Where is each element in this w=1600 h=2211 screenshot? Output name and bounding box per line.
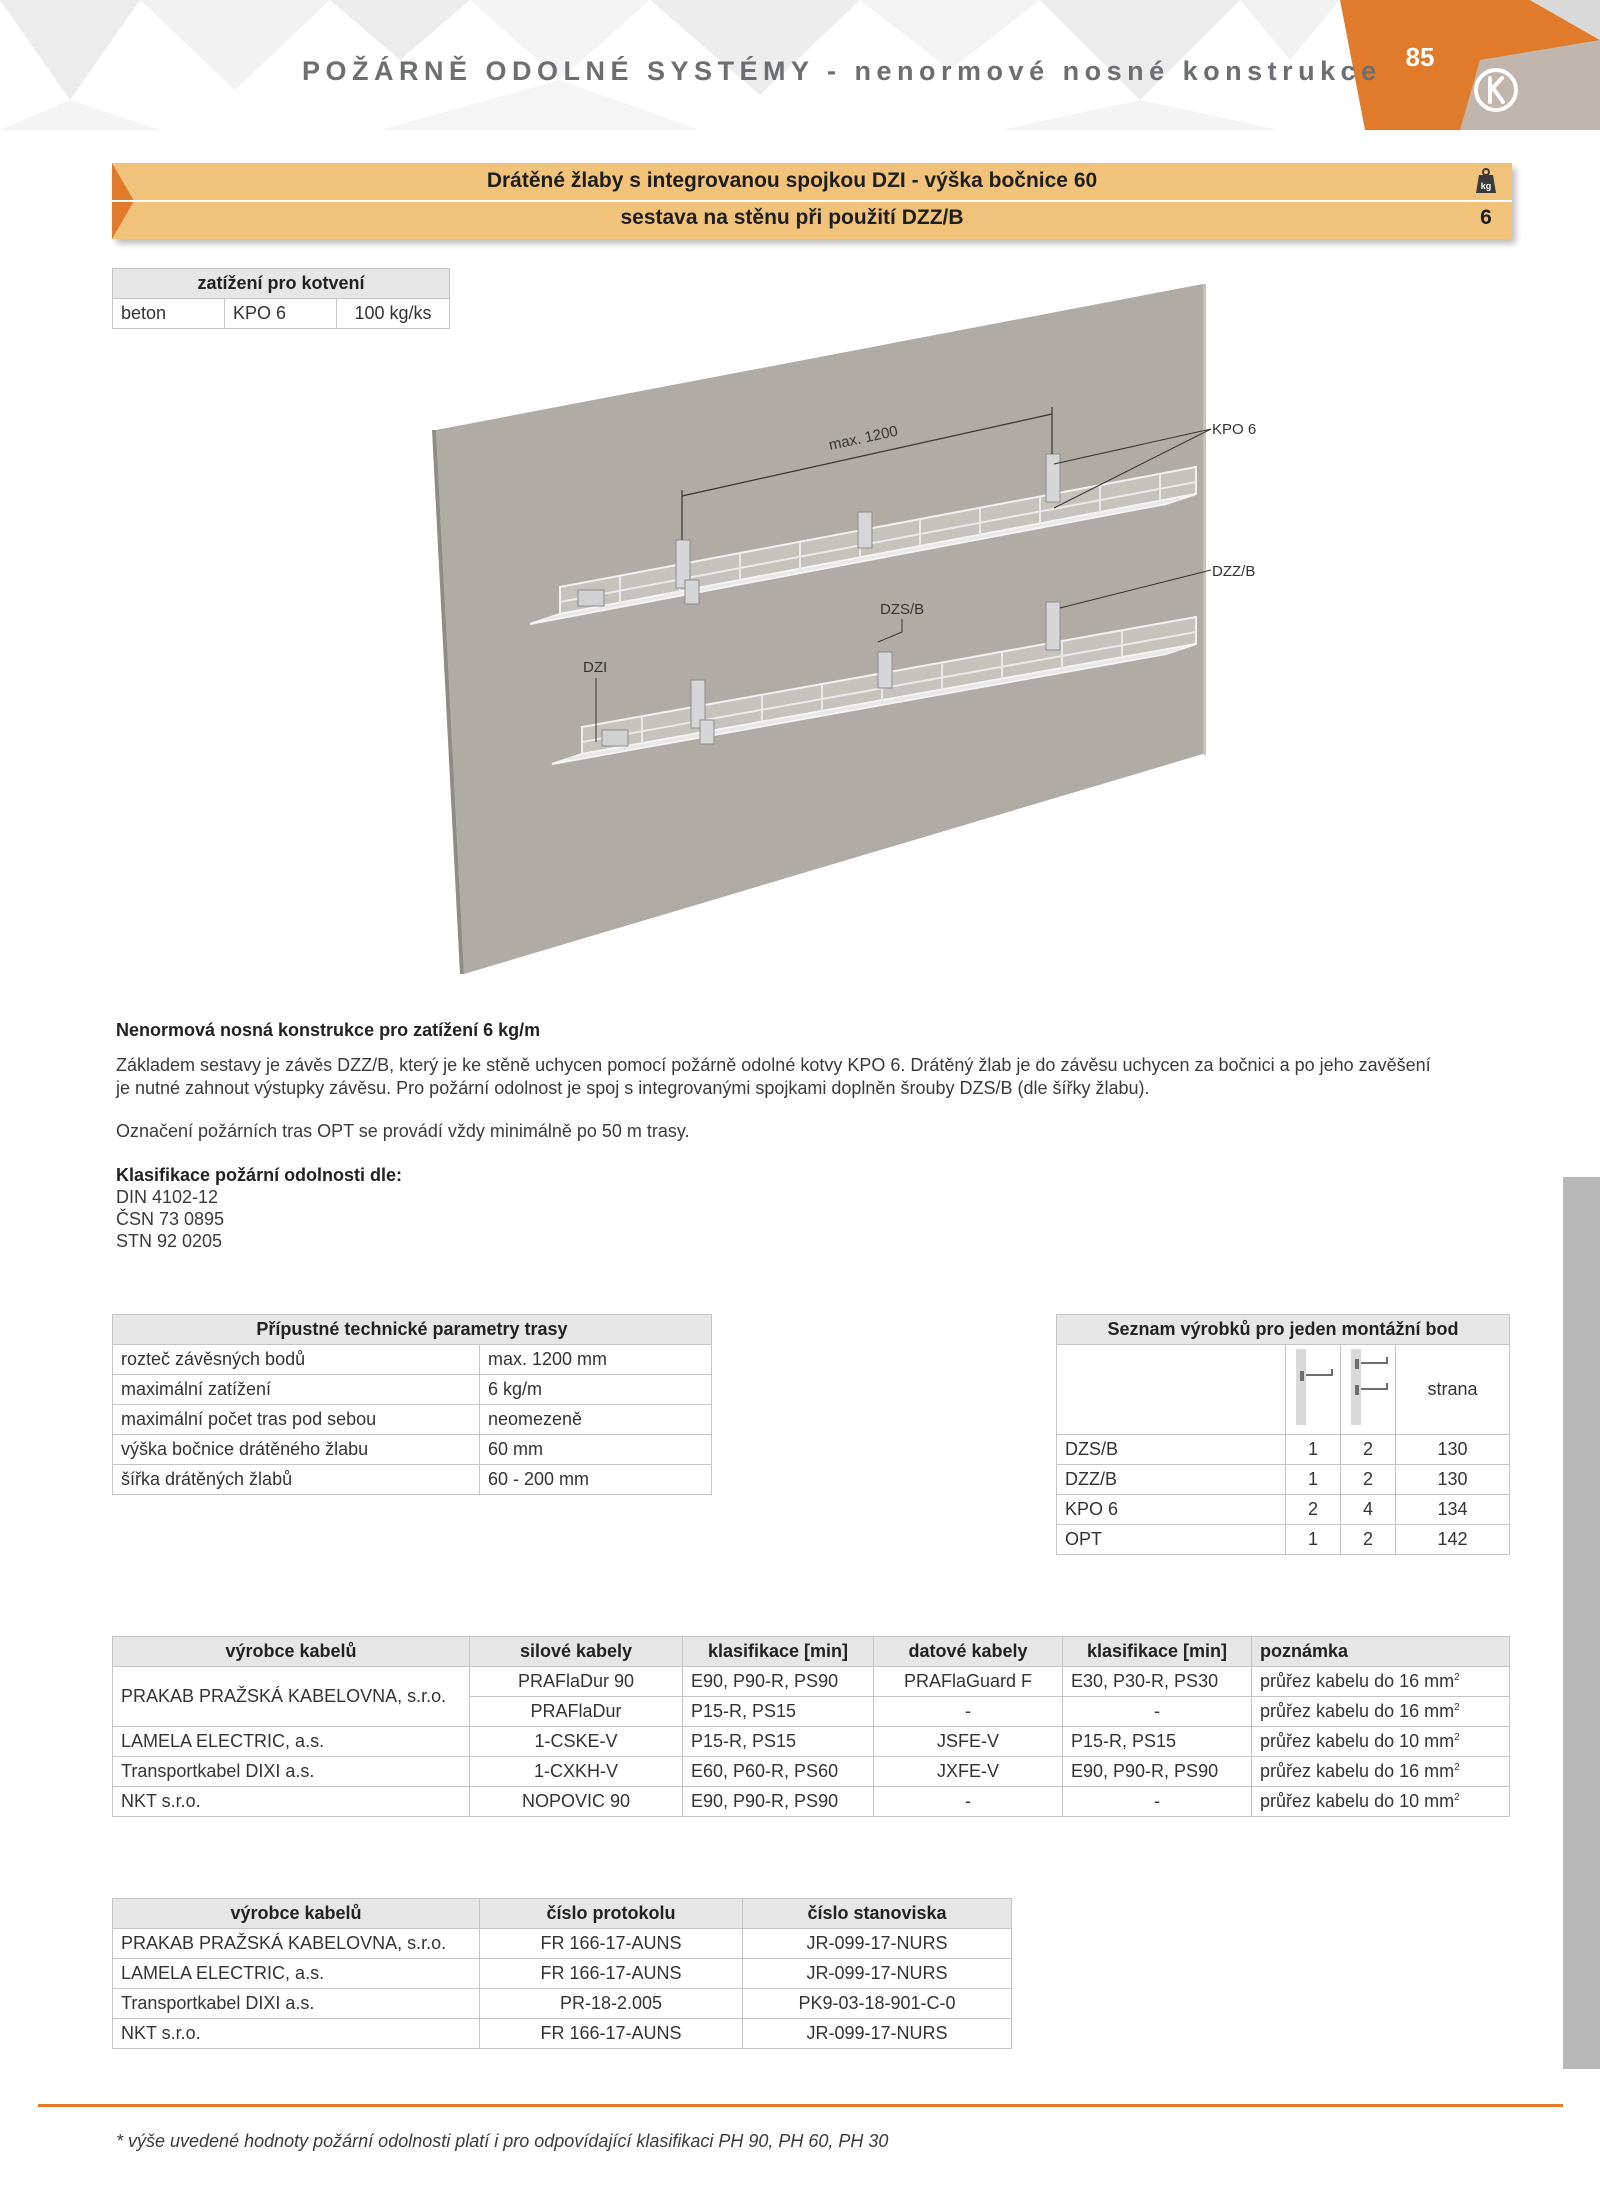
classification-heading: Klasifikace požární odolnosti dle: <box>116 1165 403 1185</box>
qty-single: 1 <box>1286 1465 1341 1495</box>
section-heading: Nenormová nosná konstrukce pro zatížení 6 kg/m <box>116 1020 541 1040</box>
manufacturer: NKT s.r.o. <box>113 2019 480 2049</box>
note <box>1252 1787 1510 1817</box>
table-row <box>113 1929 1012 1959</box>
product-name: DZZ/B <box>1057 1465 1286 1495</box>
col-header: datové kabely <box>874 1637 1063 1667</box>
table-row <box>113 1405 712 1435</box>
power-cable: PRAFlaDur <box>470 1697 683 1727</box>
manufacturer: Transportkabel DIXI a.s. <box>113 1989 480 2019</box>
anchor-material: beton <box>113 299 225 329</box>
catalog-page: 142 <box>1396 1525 1510 1555</box>
param-value: neomezeně <box>480 1405 712 1435</box>
note <box>1252 1727 1510 1757</box>
classification-item: STN 92 0205 <box>116 1231 223 1251</box>
param-value: 60 mm <box>480 1435 712 1465</box>
description-line1: Základem sestavy je závěs DZZ/B, který je ke stěně uchycen pomocí požárně odolné kotvy KPO 6. Drátěný žlab je do závěsu uchycen za bočnici a po jeho zavěšení <box>116 1055 1431 1075</box>
param-name: výška bočnice drátěného žlabu <box>113 1435 480 1465</box>
anchor-type: KPO 6 <box>225 299 337 329</box>
concrete-wall <box>436 284 1203 974</box>
label-dzi: DZI <box>583 659 608 676</box>
anchor-table-header: zatížení pro kotvení <box>113 269 450 299</box>
param-name: šířka drátěných žlabů <box>113 1465 480 1495</box>
power-class: E90, P90-R, PS90 <box>683 1667 874 1697</box>
manufacturer: Transportkabel DIXI a.s. <box>113 1757 470 1787</box>
protocol-number: PR-18-2.005 <box>480 1989 743 2019</box>
power-class: P15-R, PS15 <box>683 1697 874 1727</box>
power-class: E60, P60-R, PS60 <box>683 1757 874 1787</box>
protocol-number: FR 166-17-AUNS <box>480 2019 743 2049</box>
table-row <box>113 1375 712 1405</box>
col-header: číslo protokolu <box>480 1899 743 1929</box>
page-column-label: strana <box>1396 1345 1510 1435</box>
manufacturer: LAMELA ELECTRIC, a.s. <box>113 1727 470 1757</box>
qty-double: 2 <box>1341 1435 1396 1465</box>
note-text: průřez kabelu do 10 mm <box>1260 1791 1455 1811</box>
assembly-illustration <box>360 272 1260 992</box>
table-row <box>113 1465 712 1495</box>
double-hanger-icon <box>1341 1345 1396 1435</box>
param-name: rozteč závěsných bodů <box>113 1345 480 1375</box>
col-header: výrobce kabelů <box>113 1637 470 1667</box>
weight-kg-icon <box>1475 168 1497 194</box>
col-header: výrobce kabelů <box>113 1899 480 1929</box>
footnote: * výše uvedené hodnoty požární odolnosti platí i pro odpovídající klasifikaci PH 90, PH 60, PH 30 <box>116 2131 889 2151</box>
side-tab-marker <box>1563 1177 1600 2069</box>
col-header: poznámka <box>1252 1637 1510 1667</box>
note-sup: 2 <box>1454 1672 1460 1683</box>
table-row <box>113 1959 1012 1989</box>
catalog-page: 130 <box>1396 1435 1510 1465</box>
col-header: číslo stanoviska <box>743 1899 1012 1929</box>
parameters-table-header: Přípustné technické parametry trasy <box>113 1315 712 1345</box>
page-number: 85 <box>1405 42 1435 72</box>
manufacturer: PRAKAB PRAŽSKÁ KABELOVNA, s.r.o. <box>113 1929 480 1959</box>
cables-table <box>112 1636 1510 1817</box>
power-class: E90, P90-R, PS90 <box>683 1787 874 1817</box>
power-cable: PRAFlaDur 90 <box>470 1667 683 1697</box>
note <box>1252 1667 1510 1697</box>
data-cable: - <box>874 1697 1063 1727</box>
load-value: 6 <box>1480 206 1492 229</box>
manufacturer: NKT s.r.o. <box>113 1787 470 1817</box>
label-dzsb: DZS/B <box>880 601 925 618</box>
manufacturer: PRAKAB PRAŽSKÁ KABELOVNA, s.r.o. <box>113 1667 470 1727</box>
table-row <box>1057 1435 1510 1465</box>
data-cable: - <box>874 1787 1063 1817</box>
note-sup: 2 <box>1454 1792 1460 1803</box>
catalog-page: 134 <box>1396 1495 1510 1525</box>
table-row <box>1057 1495 1510 1525</box>
power-cable: 1-CXKH-V <box>470 1757 683 1787</box>
table-row <box>113 1345 712 1375</box>
classification-item: ČSN 73 0895 <box>116 1209 225 1229</box>
note-sup: 2 <box>1454 1762 1460 1773</box>
col-header: klasifikace [min] <box>1063 1637 1252 1667</box>
note-text: průřez kabelu do 10 mm <box>1260 1731 1455 1751</box>
product-name: OPT <box>1057 1525 1286 1555</box>
param-name: maximální zatížení <box>113 1375 480 1405</box>
param-name: maximální počet tras pod sebou <box>113 1405 480 1435</box>
product-name: DZS/B <box>1057 1435 1286 1465</box>
data-cable: JXFE-V <box>874 1757 1063 1787</box>
note-text: průřez kabelu do 16 mm <box>1260 1761 1455 1781</box>
anchor-load: 100 kg/ks <box>337 299 450 329</box>
param-value: 6 kg/m <box>480 1375 712 1405</box>
note <box>1252 1697 1510 1727</box>
data-class: E30, P30-R, PS30 <box>1063 1667 1252 1697</box>
banner-title: Drátěné žlaby s integrovanou spojkou DZI - výška bočnice 60 <box>486 169 1098 192</box>
table-row <box>113 2019 1012 2049</box>
note-text: průřez kabelu do 16 mm <box>1260 1701 1455 1721</box>
products-table-header: Seznam výrobků pro jeden montážní bod <box>1057 1315 1510 1345</box>
param-value: 60 - 200 mm <box>480 1465 712 1495</box>
note <box>1252 1757 1510 1787</box>
statement-number: JR-099-17-NURS <box>743 1959 1012 1989</box>
kg-icon-text: kg <box>1480 181 1492 191</box>
table-row <box>1057 1465 1510 1495</box>
qty-single: 2 <box>1286 1495 1341 1525</box>
brand-logo-icon <box>1472 66 1520 114</box>
label-kpo6: KPO 6 <box>1212 421 1257 438</box>
param-value: max. 1200 mm <box>480 1345 712 1375</box>
note-text: průřez kabelu do 16 mm <box>1260 1671 1455 1691</box>
manufacturer: LAMELA ELECTRIC, a.s. <box>113 1959 480 1989</box>
data-class: E90, P90-R, PS90 <box>1063 1757 1252 1787</box>
col-header: silové kabely <box>470 1637 683 1667</box>
statement-number: JR-099-17-NURS <box>743 1929 1012 1959</box>
note-sup: 2 <box>1454 1702 1460 1713</box>
protocol-table <box>112 1898 1012 2049</box>
table-row <box>113 1787 1510 1817</box>
parameters-table <box>112 1314 712 1495</box>
data-class: P15-R, PS15 <box>1063 1727 1252 1757</box>
table-row <box>113 1757 1510 1787</box>
data-cable: JSFE-V <box>874 1727 1063 1757</box>
power-cable: 1-CSKE-V <box>470 1727 683 1757</box>
qty-single: 1 <box>1286 1435 1341 1465</box>
protocol-number: FR 166-17-AUNS <box>480 1929 743 1959</box>
label-dzzb: DZZ/B <box>1212 563 1256 580</box>
data-class: - <box>1063 1787 1252 1817</box>
qty-double: 2 <box>1341 1525 1396 1555</box>
statement-number: JR-099-17-NURS <box>743 2019 1012 2049</box>
table-row <box>113 1667 1510 1697</box>
classification-item: DIN 4102-12 <box>116 1187 219 1207</box>
single-hanger-icon <box>1286 1345 1341 1435</box>
qty-double: 2 <box>1341 1465 1396 1495</box>
product-name: KPO 6 <box>1057 1495 1286 1525</box>
section-title: POŽÁRNĚ ODOLNÉ SYSTÉMY - nenormové nosné konstrukce <box>302 56 1382 86</box>
note-sup: 2 <box>1454 1732 1460 1743</box>
power-class: P15-R, PS15 <box>683 1727 874 1757</box>
statement-number: PK9-03-18-901-C-0 <box>743 1989 1012 2019</box>
qty-single: 1 <box>1286 1525 1341 1555</box>
spacing-label: max. 1200 <box>827 422 900 454</box>
catalog-page: 130 <box>1396 1465 1510 1495</box>
table-row <box>113 1727 1510 1757</box>
opt-note: Označení požárních tras OPT se provádí vždy minimálně po 50 m trasy. <box>116 1121 690 1141</box>
data-class: - <box>1063 1697 1252 1727</box>
qty-double: 4 <box>1341 1495 1396 1525</box>
table-row <box>113 1435 712 1465</box>
banner-subtitle: sestava na stěnu při použití DZZ/B <box>620 206 964 229</box>
protocol-number: FR 166-17-AUNS <box>480 1959 743 1989</box>
description-line2: je nutné zahnout výstupky závěsu. Pro požární odolnost je spoj s integrovanými spojkami doplněn šrouby DZS/B (dle šířky žlabu). <box>116 1078 1150 1098</box>
products-table <box>1056 1314 1510 1555</box>
data-cable: PRAFlaGuard F <box>874 1667 1063 1697</box>
table-row <box>113 1989 1012 2019</box>
col-header: klasifikace [min] <box>683 1637 874 1667</box>
power-cable: NOPOVIC 90 <box>470 1787 683 1817</box>
table-row <box>1057 1525 1510 1555</box>
footer-divider <box>38 2104 1563 2107</box>
